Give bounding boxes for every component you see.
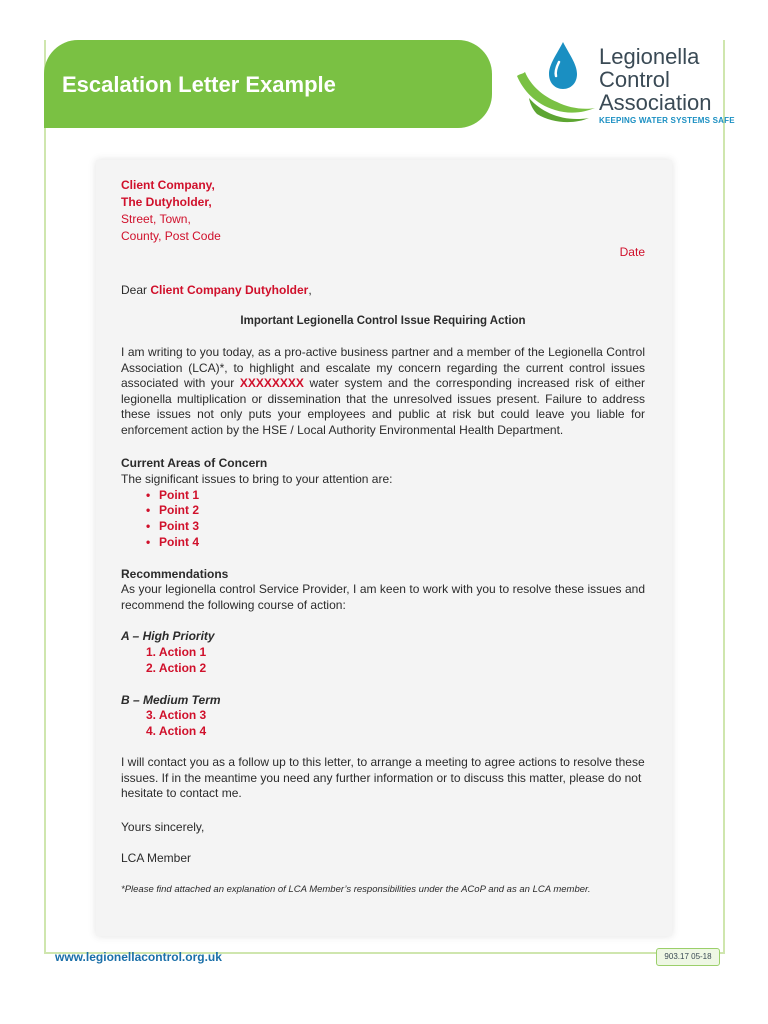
concern-intro: The significant issues to bring to your attention are: — [121, 472, 393, 486]
address-line-1: Client Company, — [121, 178, 215, 192]
intro-paragraph — [121, 345, 645, 439]
address-line-2: The Dutyholder, — [121, 195, 212, 209]
document-code: 903.17 05-18 — [656, 948, 720, 966]
concern-point: • Point 1 — [159, 487, 199, 503]
logo-text-line1: Legionella — [599, 44, 700, 69]
logo-text-line2: Control — [599, 67, 670, 92]
letter-date: Date — [619, 245, 645, 259]
signature: LCA Member — [121, 851, 192, 865]
action-item: 2. Action 2 — [146, 661, 207, 675]
intro-text-1: I am writing to you today, as a pro-active business partner and a member of the Legionella Control Association (LCA)*, to highlight and escalate my concern regarding the current control issues associated with your — [121, 345, 645, 391]
concern-point: • Point 3 — [159, 518, 199, 534]
priority-a-heading: A – High Priority — [121, 629, 215, 643]
closing-paragraph: I will contact you as a follow up to this letter, to arrange a meeting to agree actions to resolve these issues. If in the meantime you need any further information or to discuss this matter, please do not hesitate to contact me. — [121, 755, 645, 801]
greeting — [121, 282, 312, 298]
recommendations-text: As your legionella control Service Provider, I am keen to work with you to resolve these issues and recommend the following course of action: — [121, 582, 645, 612]
concern-point: • Point 4 — [159, 534, 199, 550]
priority-b-heading: B – Medium Term — [121, 693, 221, 707]
system-placeholder: XXXXXXXX — [239, 376, 304, 391]
address-line-3: Street, Town, — [121, 212, 191, 226]
action-item: 4. Action 4 — [146, 724, 207, 738]
page-title: Escalation Letter Example — [62, 72, 336, 97]
address-line-4: County, Post Code — [121, 229, 221, 243]
website-link[interactable]: www.legionellacontrol.org.uk — [55, 950, 222, 964]
action-item: 1. Action 1 — [146, 645, 207, 659]
letter-subject: Important Legionella Control Issue Requiring Action — [240, 315, 526, 327]
footnote: *Please find attached an explanation of LCA Member’s responsibilities under the ACoP and as an LCA member. — [121, 884, 591, 895]
intro-text-2: water system and the corresponding increased risk of either legionella multiplication or dissemination that the unresolved issues present. Failure to address these issues not only puts your employees and public at risk but could leave you liable for enforcement action by the HSE / Local Authority Environmental Health Department. — [121, 376, 645, 437]
water-drop-icon — [549, 42, 577, 89]
logo-text-line3: Association — [599, 90, 712, 115]
greeting-prefix: Dear — [121, 283, 151, 297]
logo-tagline: KEEPING WATER SYSTEMS SAFE — [599, 116, 735, 125]
recommendations-heading: Recommendations — [121, 567, 229, 581]
signoff: Yours sincerely, — [121, 820, 205, 834]
concern-heading: Current Areas of Concern — [121, 456, 268, 470]
action-item: 3. Action 3 — [146, 708, 207, 722]
greeting-suffix: , — [308, 283, 312, 297]
greeting-name: Client Company Dutyholder — [150, 283, 309, 297]
concern-point: • Point 2 — [159, 502, 199, 518]
